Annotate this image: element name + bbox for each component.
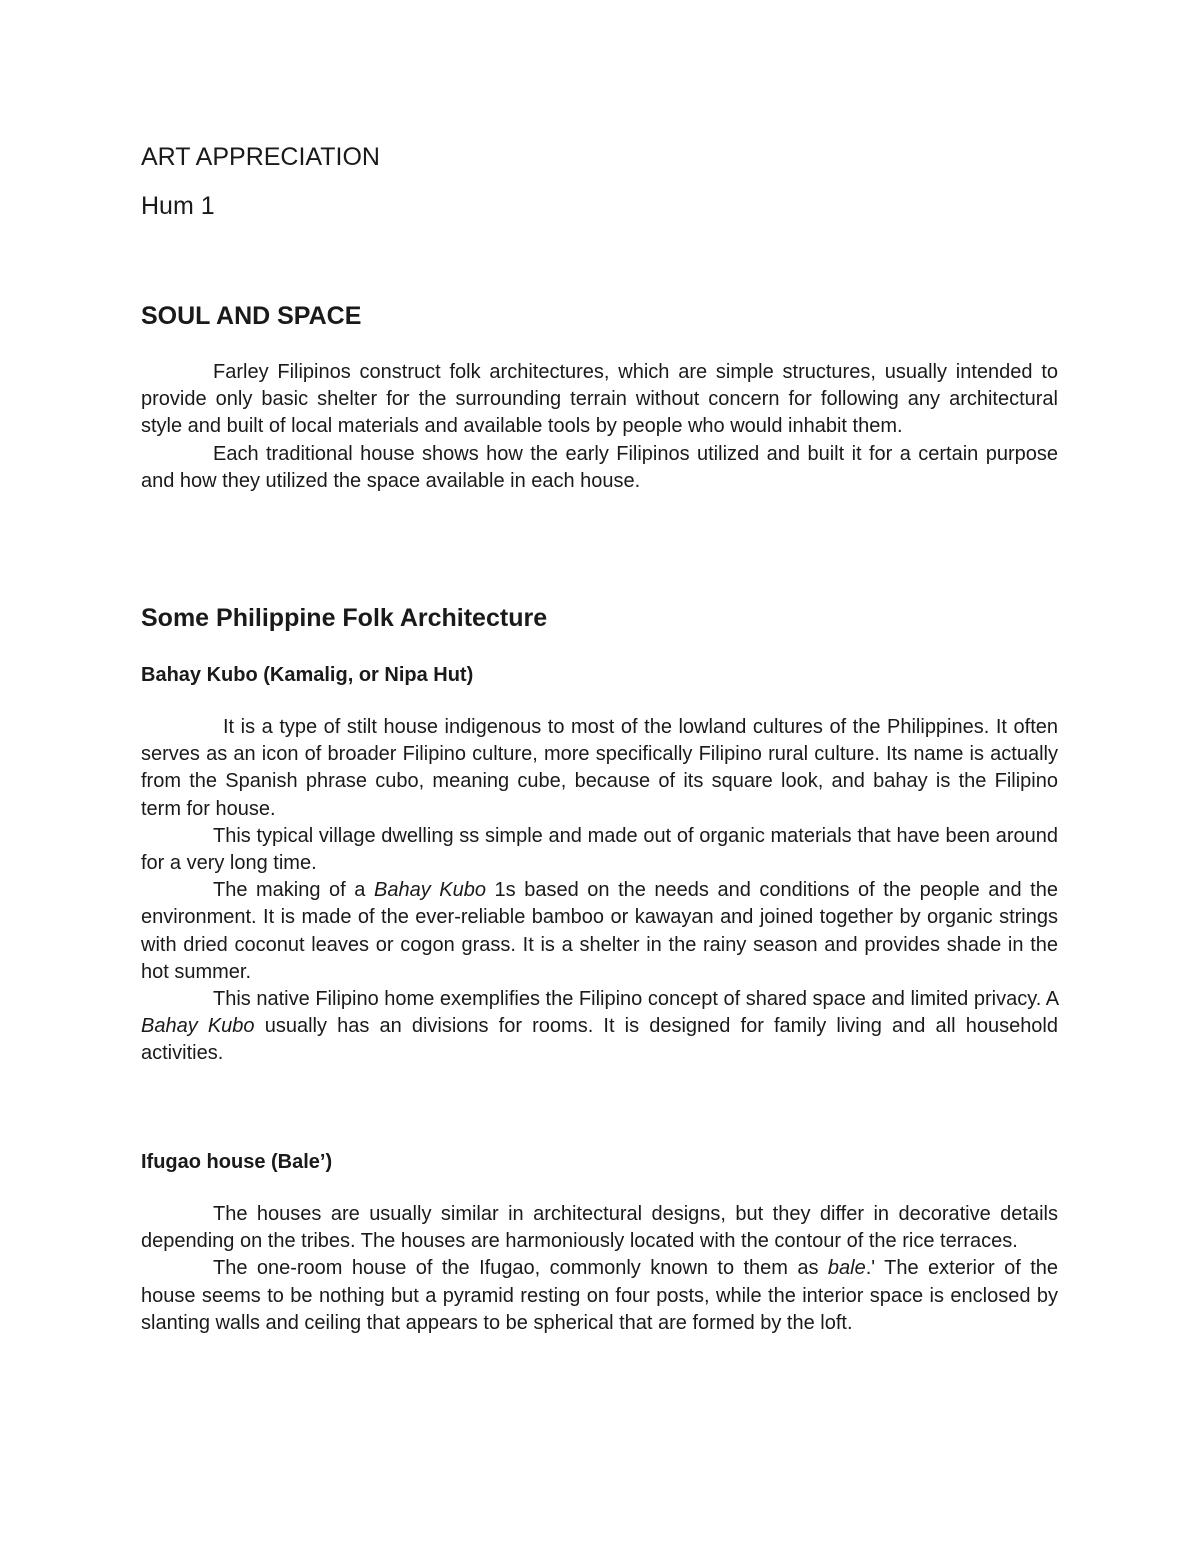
text-run: The making of a xyxy=(213,879,374,902)
ifugao-body xyxy=(141,1201,1058,1337)
text-run: 1s based on the needs and conditions of the people and the environment. It is made of the ever-reliable bamboo or kawayan and joined together by organic strings with dried coconut leaves or cogon grass. It is a shelter in the rainy season and provides shade in the hot summer. xyxy=(141,879,1058,983)
paragraph xyxy=(141,1255,1058,1337)
bahay-kubo-body xyxy=(141,714,1058,1068)
paragraph: This typical village dwelling ss simple and made out of organic materials that have been around for a very long time. xyxy=(141,824,1058,875)
italic-term: bale xyxy=(827,1257,866,1280)
subheading-bahay-kubo: Bahay Kubo (Kamalig, or Nipa Hut) xyxy=(141,664,474,686)
text-run: The one-room house of the Ifugao, commonly known to them as xyxy=(213,1257,828,1280)
paragraph: Farley Filipinos construct folk architectures, which are simple structures, usually intended to provide only basic shelter for the surrounding terrain without concern for following any architectural style and built of local materials and available tools by people who would inhabit them. xyxy=(141,361,1058,438)
text-run: .' The exterior of the house seems to be nothing but a pyramid resting on four posts, while the interior space is enclosed by slanting walls and ceiling that appears to be spherical that are formed by the loft. xyxy=(141,1257,1059,1334)
text-run: This native Filipino home exemplifies the Filipino concept of shared space and limited privacy. A xyxy=(213,988,1058,1011)
paragraph: The houses are usually similar in architectural designs, but they differ in decorative details depending on the tribes. The houses are harmoniously located with the contour of the rice terraces. xyxy=(141,1203,1058,1253)
course-title: ART APPRECIATION xyxy=(141,143,380,171)
italic-term: Bahay Kubo xyxy=(373,879,486,902)
section-heading-folk-architecture: Some Philippine Folk Architecture xyxy=(141,604,548,632)
course-code: Hum 1 xyxy=(141,192,215,220)
subheading-ifugao-house: Ifugao house (Bale’) xyxy=(141,1151,333,1173)
text-run: usually has an divisions for rooms. It is designed for family living and all household activities. xyxy=(141,1015,1058,1065)
section-heading-soul-and-space: SOUL AND SPACE xyxy=(141,302,362,330)
paragraph xyxy=(141,986,1058,1068)
paragraph xyxy=(141,877,1058,986)
paragraph: Each traditional house shows how the early Filipinos utilized and built it for a certain purpose and how they utilized the space available in each house. xyxy=(141,442,1058,492)
soul-and-space-body xyxy=(141,359,1058,495)
paragraph: It is a type of stilt house indigenous to most of the lowland cultures of the Philippines. It often serves as an icon of broader Filipino culture, more specifically Filipino rural culture. Its name is actually from the Spanish phrase cubo, meaning cube, because of its square look, and bahay is the Filipino term for house. xyxy=(141,716,1058,820)
italic-term: Bahay Kubo xyxy=(141,1015,255,1038)
